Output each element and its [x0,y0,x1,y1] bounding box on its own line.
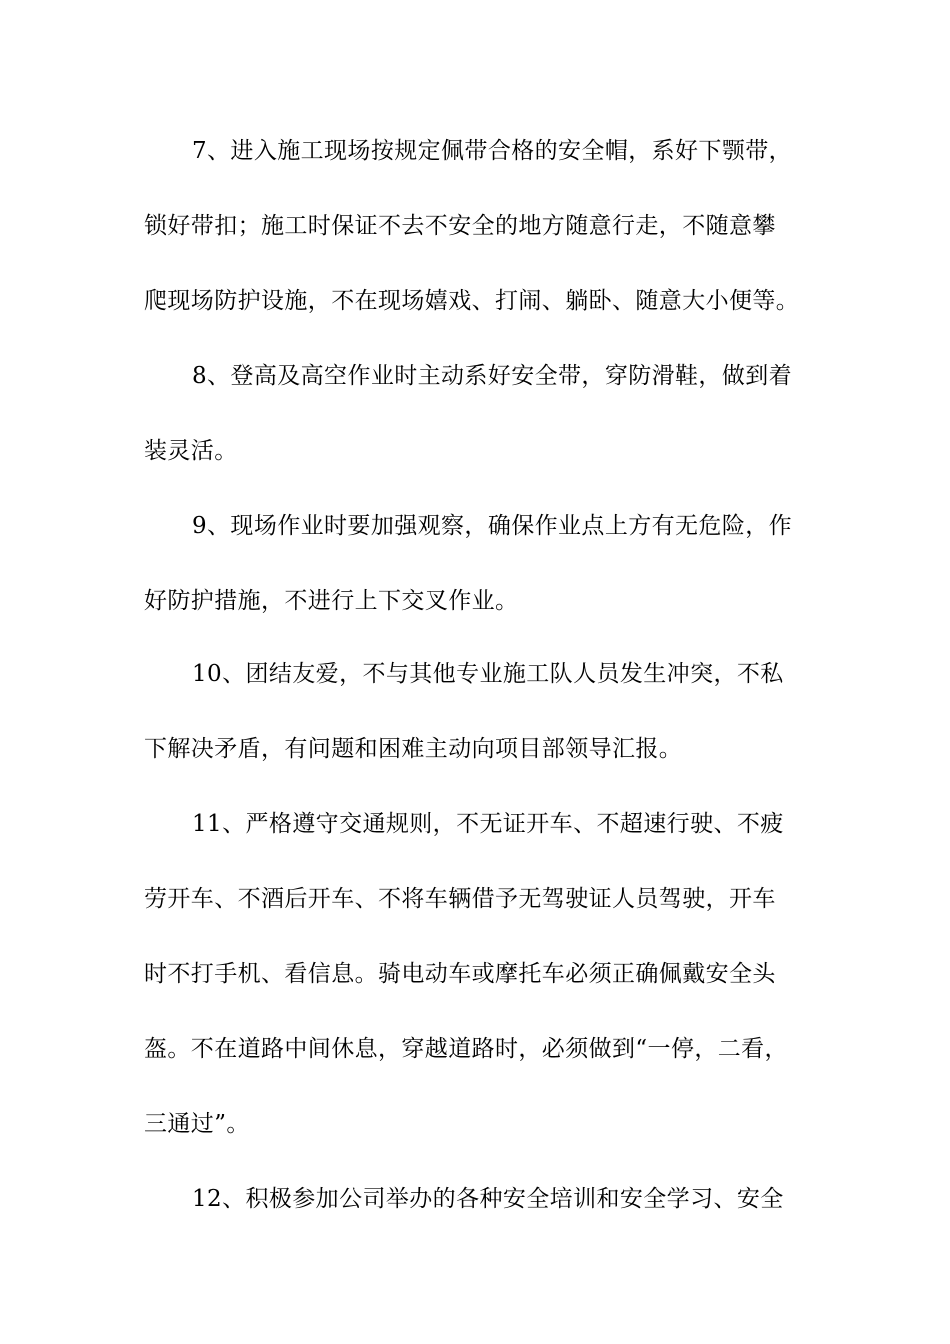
item-10-line-2: 下解决矛盾，有问题和困难主动向项目部领导汇报。 [144,736,683,762]
item-9-line-2: 好防护措施，不进行上下交叉作业。 [144,588,519,614]
item-8-line-2: 装灵活。 [144,438,238,464]
item-11-line-5: 三通过”。 [144,1111,250,1137]
item-11-line-4: 盔。不在道路中间休息，穿越道路时，必须做到“一停，二看， [144,1036,788,1062]
item-11-line-2: 劳开车、不酒后开车、不将车辆借予无驾驶证人员驾驶，开车 [144,886,776,912]
item-7-line-2: 锁好带扣；施工时保证不去不安全的地方随意行走，不随意攀 [144,213,776,239]
item-10-line-1: 10、团结友爱，不与其他专业施工队人员发生冲突，不私 [192,661,784,687]
item-12-line-1: 12、积极参加公司举办的各种安全培训和安全学习、安全 [192,1186,784,1212]
item-11-line-3: 时不打手机、看信息。骑电动车或摩托车必须正确佩戴安全头 [144,961,776,987]
item-11-line-1: 11、严格遵守交通规则，不无证开车、不超速行驶、不疲 [192,811,784,837]
item-8-line-1: 8、登高及高空作业时主动系好安全带，穿防滑鞋，做到着 [192,363,793,389]
item-7-line-1: 7、进入施工现场按规定佩带合格的安全帽，系好下颚带， [192,138,793,164]
item-9-line-1: 9、现场作业时要加强观察，确保作业点上方有无危险，作 [192,513,793,539]
item-7-line-3: 爬现场防护设施，不在现场嬉戏、打闹、躺卧、随意大小便等。 [144,288,800,314]
